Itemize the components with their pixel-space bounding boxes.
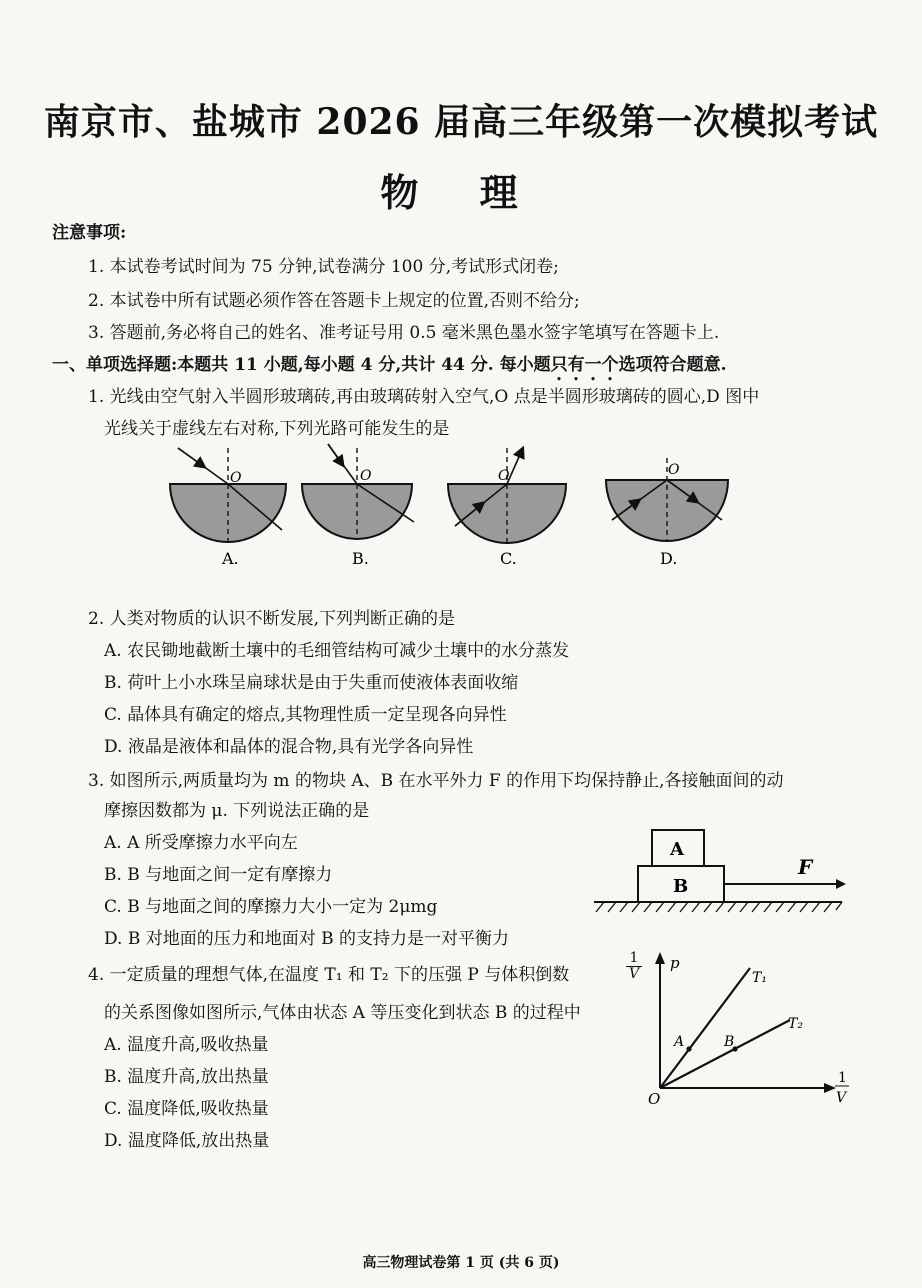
- q3-stem-line1: 3. 如图所示,两质量均为 m 的物块 A、B 在水平外力 F 的作用下均保持静止,各接触面间的动: [88, 771, 784, 791]
- q4-option-a: A. 温度升高,吸收热量: [104, 1035, 269, 1055]
- section-heading-before: 一、单项选择题:本题共 11 小题,每小题 4 分,共计 44 分. 每小题: [52, 355, 551, 375]
- block-a-label: A: [670, 839, 684, 860]
- q3-option-c: C. B 与地面之间的摩擦力大小一定为 2μmg: [104, 897, 438, 917]
- notice-item-2: 2. 本试卷中所有试题必须作答在答题卡上规定的位置,否则不给分;: [88, 291, 580, 311]
- page-footer: 高三物理试卷第 1 页 (共 6 页): [362, 1255, 560, 1271]
- point-a: [686, 1046, 691, 1051]
- q1-b-label: B.: [352, 549, 369, 568]
- section-heading-after: 选项符合题意.: [618, 355, 727, 375]
- q4-stem-frac-den: V: [626, 966, 642, 982]
- x-axis-num: 1: [838, 1070, 847, 1086]
- q1-c-center-label: O: [498, 468, 510, 484]
- q1-figure-c: [448, 448, 566, 568]
- point-a-label: A: [674, 1034, 685, 1050]
- q2-option-c: C. 晶体具有确定的熔点,其物理性质一定呈现各向异性: [104, 705, 507, 725]
- q2-stem: 2. 人类对物质的认识不断发展,下列判断正确的是: [88, 609, 456, 629]
- notice-item-1: 1. 本试卷考试时间为 75 分钟,试卷满分 100 分,考试形式闭卷;: [88, 257, 559, 277]
- notice-heading: 注意事项:: [52, 223, 127, 243]
- q3-figure: [590, 822, 850, 922]
- x-axis-den: V: [836, 1090, 847, 1106]
- q4-stem-line2: 的关系图像如图所示,气体由状态 A 等压变化到状态 B 的过程中: [104, 1003, 581, 1023]
- q1-figure-d: [606, 458, 728, 568]
- p-axis-label: p: [670, 954, 680, 972]
- q4-option-d: D. 温度降低,放出热量: [104, 1131, 270, 1151]
- q1-figure-b: [302, 444, 414, 568]
- t1-label: T₁: [752, 970, 767, 986]
- subject-title: 物 理: [380, 170, 542, 215]
- q4-option-c: C. 温度降低,吸收热量: [104, 1099, 269, 1119]
- q1-figures: [0, 440, 922, 580]
- origin-label: O: [648, 1090, 661, 1108]
- q2-option-d: D. 液晶是液体和晶体的混合物,具有光学各向异性: [104, 737, 474, 757]
- isotherm-t2: [660, 1020, 790, 1088]
- q1-stem-line2: 光线关于虚线左右对称,下列光路可能发生的是: [104, 419, 450, 439]
- q3-option-a: A. A 所受摩擦力水平向左: [104, 833, 298, 853]
- q1-figure-a: [170, 448, 286, 568]
- q1-d-label: D.: [660, 549, 678, 568]
- notice-item-3: 3. 答题前,务必将自己的姓名、准考证号用 0.5 毫米黑色墨水签字笔填写在答题卡上.: [88, 323, 720, 343]
- q2-option-b: B. 荷叶上小水珠呈扁球状是由于失重而使液体表面收缩: [104, 673, 519, 693]
- q1-a-label: A.: [222, 549, 239, 568]
- section-heading: [52, 350, 727, 385]
- t2-label: T₂: [788, 1016, 803, 1032]
- q2-option-a: A. 农民锄地截断土壤中的毛细管结构可减少土壤中的水分蒸发: [104, 641, 570, 661]
- q3-option-b: B. B 与地面之间一定有摩擦力: [104, 865, 333, 885]
- q4-graph: [640, 948, 860, 1118]
- q3-option-d: D. B 对地面的压力和地面对 B 的支持力是一对平衡力: [104, 929, 510, 949]
- isotherm-t1: [660, 968, 750, 1088]
- force-label: F: [798, 855, 813, 879]
- exam-title: 南京市、盐城市 2026 届高三年级第一次模拟考试: [43, 101, 879, 143]
- q1-c-label: C.: [500, 549, 517, 568]
- q4-stem-frac-num: 1: [629, 950, 639, 966]
- q1-d-center-label: O: [668, 462, 680, 478]
- block-b-label: B: [673, 876, 689, 897]
- ground-hatch: [596, 902, 842, 912]
- q4-stem-line1: 4. 一定质量的理想气体,在温度 T₁ 和 T₂ 下的压强 P 与体积倒数: [88, 965, 570, 985]
- section-heading-emphasis: 只有一个: [550, 355, 619, 375]
- q4-option-b: B. 温度升高,放出热量: [104, 1067, 269, 1087]
- point-b-label: B: [724, 1034, 735, 1050]
- q1-b-center-label: O: [360, 468, 372, 484]
- q1-a-center-label: O: [230, 470, 242, 486]
- q1-stem-line1: 1. 光线由空气射入半圆形玻璃砖,再由玻璃砖射入空气,O 点是半圆形玻璃砖的圆心,D 图中: [88, 387, 760, 407]
- q3-stem-line2: 摩擦因数都为 μ. 下列说法正确的是: [104, 801, 370, 821]
